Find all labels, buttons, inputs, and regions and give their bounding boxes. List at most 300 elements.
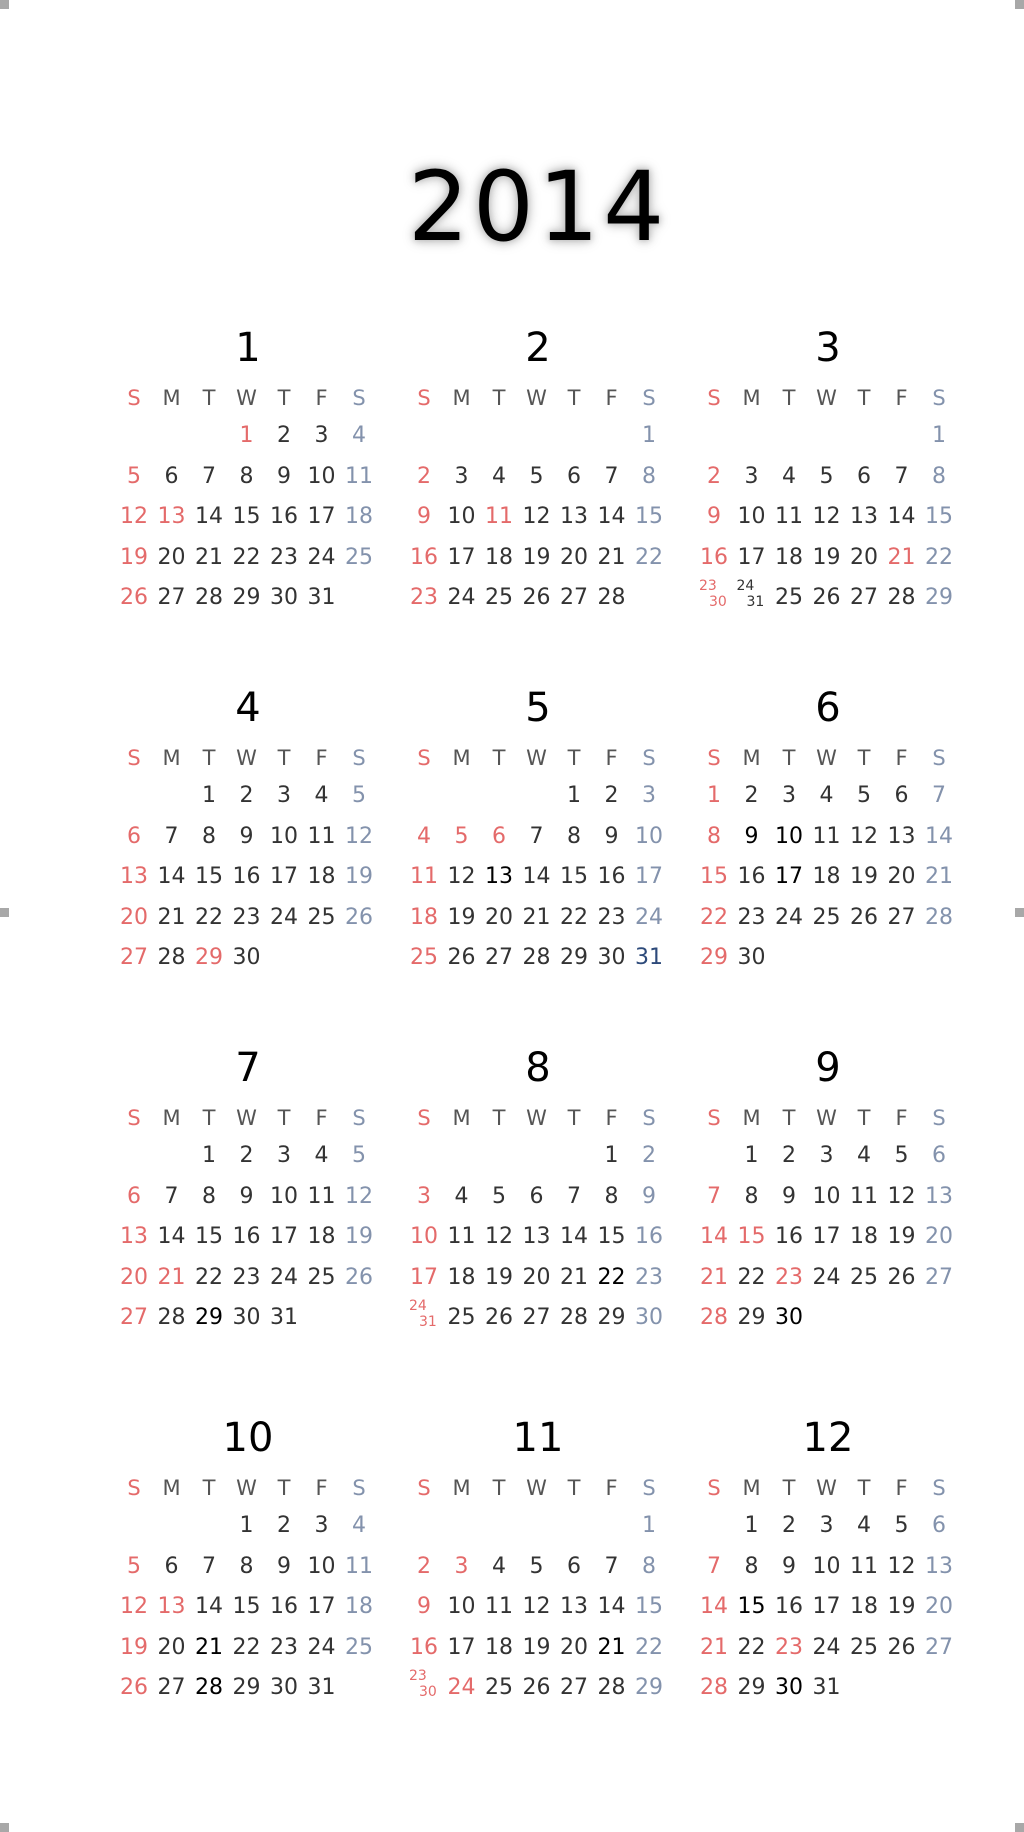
day-number: 5 — [529, 463, 544, 489]
crop-mark-left-middle — [0, 908, 9, 917]
weekday-header: T — [567, 1106, 581, 1130]
day-number: 29 — [597, 1305, 626, 1330]
day-number: 16 — [270, 504, 298, 529]
day-number: 16 — [232, 1224, 261, 1249]
day-number: 9 — [417, 1594, 431, 1619]
day-number: 29 — [737, 1675, 766, 1700]
day-number: 10 — [635, 823, 663, 849]
day-number: 13 — [157, 504, 186, 529]
day-number: 16 — [270, 1594, 298, 1619]
day-number: 18 — [850, 1594, 878, 1619]
day-number: 19 — [522, 1634, 551, 1660]
day-cell-combined — [733, 579, 771, 619]
day-number: 8 — [707, 823, 721, 849]
day-number: 5 — [819, 463, 834, 489]
day-number: 22 — [195, 1264, 223, 1290]
day-number: 21 — [887, 544, 916, 570]
month-5 — [405, 683, 671, 1023]
day-cell-combined — [695, 579, 733, 619]
weekday-header: T — [277, 1476, 291, 1500]
month-7 — [115, 1043, 381, 1383]
day-number: 23 — [409, 1668, 427, 1684]
day-number: 4 — [454, 1183, 469, 1209]
weekday-header: T — [782, 746, 796, 770]
day-number: 9 — [604, 823, 619, 849]
weekday-header: S — [932, 1476, 946, 1500]
day-number: 22 — [232, 544, 261, 570]
day-number: 25 — [485, 1675, 513, 1700]
weekday-header: F — [605, 746, 618, 770]
day-number: 31 — [746, 594, 765, 610]
weekday-header: W — [816, 386, 837, 410]
day-number: 16 — [635, 1224, 663, 1249]
day-number: 23 — [410, 585, 438, 610]
day-number: 26 — [522, 1675, 551, 1700]
day-number: 3 — [277, 783, 291, 808]
weekday-header: F — [895, 746, 908, 770]
day-number: 26 — [120, 585, 148, 610]
day-number: 20 — [157, 1634, 186, 1660]
day-number: 12 — [485, 1224, 513, 1249]
day-number: 6 — [492, 823, 506, 849]
weekday-header: W — [526, 746, 547, 770]
weekday-header: S — [642, 746, 656, 770]
day-number: 20 — [925, 1224, 953, 1249]
day-number: 16 — [410, 1634, 438, 1660]
day-cell-combined — [405, 1669, 443, 1709]
day-number: 8 — [239, 463, 254, 489]
weekday-header: T — [567, 1476, 581, 1500]
weekday-header: M — [452, 386, 471, 410]
day-number: 29 — [737, 1305, 766, 1330]
day-number: 8 — [202, 1183, 216, 1209]
day-number: 13 — [120, 864, 148, 889]
day-number: 30 — [270, 1675, 298, 1700]
weekday-header: S — [352, 1106, 366, 1130]
day-number: 27 — [120, 1305, 148, 1330]
day-number: 5 — [894, 1143, 909, 1168]
day-number: 5 — [352, 783, 366, 808]
month-9 — [695, 1043, 961, 1383]
day-number: 15 — [195, 1224, 223, 1249]
day-number: 10 — [775, 823, 803, 849]
day-number: 27 — [925, 1634, 953, 1660]
day-number: 21 — [157, 1264, 186, 1290]
weekday-header: M — [162, 1476, 181, 1500]
day-number: 8 — [642, 463, 656, 489]
day-number: 31 — [307, 1675, 336, 1700]
weekday-header: S — [417, 1476, 431, 1500]
day-number: 4 — [314, 783, 329, 808]
day-number: 19 — [850, 864, 878, 889]
day-number: 7 — [932, 783, 946, 808]
day-number: 27 — [157, 1675, 186, 1700]
day-number: 16 — [775, 1224, 803, 1249]
day-number: 4 — [492, 463, 506, 489]
day-number: 18 — [812, 864, 841, 889]
day-number: 4 — [417, 823, 431, 849]
day-number: 6 — [857, 463, 871, 489]
day-number: 3 — [417, 1183, 431, 1209]
weekday-header: W — [236, 1476, 257, 1500]
day-number: 10 — [812, 1553, 841, 1579]
day-number: 18 — [307, 1224, 336, 1249]
day-number: 23 — [775, 1264, 803, 1290]
day-number: 4 — [352, 1513, 366, 1538]
day-number: 30 — [419, 1684, 437, 1700]
day-number: 25 — [447, 1305, 476, 1330]
day-number: 1 — [744, 1143, 759, 1168]
month-title: 6 — [815, 685, 841, 731]
day-number: 14 — [195, 504, 223, 529]
day-number: 6 — [529, 1183, 544, 1209]
day-number: 2 — [642, 1143, 656, 1168]
day-number: 8 — [744, 1183, 759, 1209]
day-number: 11 — [307, 1183, 336, 1209]
day-number: 10 — [812, 1183, 841, 1209]
day-number: 4 — [819, 783, 834, 808]
day-number: 25 — [850, 1264, 878, 1290]
day-number: 17 — [410, 1264, 438, 1290]
day-number: 28 — [597, 1675, 626, 1700]
day-number: 31 — [635, 945, 663, 970]
day-number: 8 — [744, 1553, 759, 1579]
day-number: 1 — [932, 423, 946, 448]
day-number: 9 — [277, 1553, 291, 1579]
day-number: 21 — [522, 904, 551, 930]
weekday-header: F — [315, 1106, 328, 1130]
day-number: 5 — [492, 1183, 506, 1209]
day-number: 27 — [850, 585, 878, 610]
day-number: 2 — [239, 783, 254, 808]
day-number: 2 — [744, 783, 759, 808]
day-number: 30 — [597, 945, 626, 970]
day-number: 4 — [857, 1513, 871, 1538]
day-number: 1 — [642, 1513, 656, 1538]
day-number: 10 — [307, 1553, 336, 1579]
day-number: 27 — [560, 585, 588, 610]
weekday-header: S — [642, 386, 656, 410]
day-number: 30 — [232, 1305, 261, 1330]
day-number: 28 — [195, 585, 223, 610]
day-number: 3 — [277, 1143, 291, 1168]
weekday-header: F — [315, 386, 328, 410]
day-number: 7 — [164, 1183, 179, 1209]
day-number: 26 — [850, 904, 878, 930]
day-number: 11 — [410, 864, 438, 889]
day-number: 9 — [417, 504, 431, 529]
day-number: 17 — [307, 1594, 336, 1619]
day-number: 15 — [737, 1594, 766, 1619]
day-number: 31 — [270, 1305, 298, 1330]
day-number: 6 — [932, 1143, 946, 1168]
day-number: 24 — [736, 578, 755, 594]
weekday-header: S — [127, 1106, 141, 1130]
day-number: 23 — [597, 904, 626, 930]
day-number: 24 — [307, 1634, 336, 1660]
weekday-header: S — [417, 1106, 431, 1130]
day-number: 10 — [270, 823, 298, 849]
weekday-header: F — [605, 1106, 618, 1130]
day-number: 26 — [447, 945, 476, 970]
day-number: 2 — [604, 783, 619, 808]
day-number: 29 — [700, 945, 728, 970]
month-title: 7 — [235, 1045, 261, 1091]
day-number: 11 — [345, 1553, 373, 1579]
day-number: 26 — [120, 1675, 148, 1700]
day-number: 4 — [492, 1553, 506, 1579]
month-title: 5 — [525, 685, 551, 731]
weekday-header: T — [567, 746, 581, 770]
month-title: 1 — [235, 325, 261, 371]
day-number: 14 — [597, 504, 626, 529]
day-number: 5 — [352, 1143, 366, 1168]
day-number: 19 — [522, 544, 551, 570]
weekday-header: T — [857, 746, 871, 770]
day-number: 31 — [419, 1314, 437, 1330]
day-number: 16 — [232, 864, 261, 889]
day-number: 15 — [597, 1224, 626, 1249]
day-number: 29 — [635, 1675, 663, 1700]
weekday-header: W — [816, 746, 837, 770]
day-number: 15 — [232, 1594, 261, 1619]
day-number: 27 — [925, 1264, 953, 1290]
month-3 — [695, 323, 961, 663]
day-number: 11 — [345, 463, 373, 489]
weekday-header: T — [857, 386, 871, 410]
day-number: 12 — [447, 864, 476, 889]
day-number: 27 — [560, 1675, 588, 1700]
day-number: 5 — [529, 1553, 544, 1579]
day-number: 13 — [887, 823, 916, 849]
day-number: 25 — [812, 904, 841, 930]
day-number: 19 — [447, 904, 476, 930]
day-number: 29 — [232, 585, 261, 610]
day-number: 10 — [307, 463, 336, 489]
day-number: 11 — [850, 1553, 878, 1579]
weekday-header: F — [605, 1476, 618, 1500]
day-number: 28 — [157, 1305, 186, 1330]
day-number: 21 — [597, 1634, 626, 1660]
weekday-header: M — [162, 386, 181, 410]
day-number: 9 — [782, 1553, 796, 1579]
day-number: 23 — [232, 904, 261, 930]
day-number: 2 — [707, 463, 721, 489]
day-number: 15 — [925, 504, 953, 529]
day-number: 12 — [345, 823, 373, 849]
month-title: 12 — [802, 1415, 854, 1461]
day-number: 19 — [812, 544, 841, 570]
day-number: 13 — [485, 864, 513, 889]
day-number: 23 — [635, 1264, 663, 1290]
day-number: 28 — [700, 1305, 728, 1330]
day-number: 18 — [485, 544, 513, 570]
weekday-header: S — [932, 386, 946, 410]
day-number: 24 — [775, 904, 803, 930]
weekday-header: M — [452, 1476, 471, 1500]
weekday-header: S — [642, 1106, 656, 1130]
day-number: 17 — [270, 864, 298, 889]
day-number: 3 — [454, 463, 469, 489]
day-number: 25 — [307, 904, 336, 930]
day-number: 30 — [737, 945, 766, 970]
day-number: 6 — [127, 1183, 141, 1209]
day-number: 22 — [635, 544, 663, 570]
weekday-header: T — [492, 746, 506, 770]
weekday-header: T — [857, 1476, 871, 1500]
weekday-header: T — [857, 1106, 871, 1130]
day-number: 21 — [700, 1264, 728, 1290]
day-number: 15 — [232, 504, 261, 529]
weekday-header: M — [162, 1106, 181, 1130]
day-number: 21 — [925, 864, 953, 889]
day-number: 18 — [485, 1634, 513, 1660]
month-title: 3 — [815, 325, 841, 371]
day-number: 22 — [232, 1634, 261, 1660]
weekday-header: S — [707, 1476, 721, 1500]
day-number: 7 — [567, 1183, 581, 1209]
day-number: 3 — [454, 1553, 469, 1579]
day-number: 8 — [567, 823, 581, 849]
day-number: 23 — [270, 1634, 298, 1660]
day-number: 2 — [417, 463, 431, 489]
day-number: 11 — [850, 1183, 878, 1209]
day-number: 21 — [195, 1634, 223, 1660]
day-number: 24 — [812, 1634, 841, 1660]
day-number: 14 — [700, 1224, 728, 1249]
day-number: 18 — [345, 504, 373, 529]
day-number: 20 — [485, 904, 513, 930]
day-number: 3 — [314, 1513, 329, 1538]
weekday-header: S — [707, 386, 721, 410]
day-number: 17 — [447, 544, 476, 570]
day-number: 26 — [522, 585, 551, 610]
day-number: 13 — [925, 1183, 953, 1209]
day-number: 29 — [560, 945, 588, 970]
day-number: 23 — [699, 578, 717, 594]
month-1 — [115, 323, 381, 663]
day-number: 10 — [447, 1594, 476, 1619]
weekday-header: T — [277, 386, 291, 410]
day-number: 26 — [345, 904, 373, 930]
weekday-header: T — [202, 1106, 216, 1130]
day-number: 5 — [857, 783, 871, 808]
day-number: 22 — [737, 1264, 766, 1290]
weekday-header: S — [707, 746, 721, 770]
day-number: 17 — [270, 1224, 298, 1249]
month-title: 10 — [222, 1415, 274, 1461]
day-number: 29 — [232, 1675, 261, 1700]
day-number: 25 — [485, 585, 513, 610]
day-number: 23 — [270, 544, 298, 570]
day-number: 14 — [157, 864, 186, 889]
day-number: 28 — [700, 1675, 728, 1700]
weekday-header: T — [202, 386, 216, 410]
day-number: 18 — [775, 544, 803, 570]
weekday-header: T — [782, 1106, 796, 1130]
day-number: 15 — [635, 1594, 663, 1619]
day-number: 20 — [850, 544, 878, 570]
day-number: 5 — [894, 1513, 909, 1538]
day-number: 13 — [925, 1553, 953, 1579]
day-number: 14 — [560, 1224, 588, 1249]
month-4 — [115, 683, 381, 1023]
day-number: 20 — [120, 1264, 148, 1290]
day-number: 25 — [345, 544, 373, 570]
day-number: 9 — [239, 1183, 254, 1209]
day-number: 1 — [604, 1143, 619, 1168]
day-number: 25 — [345, 1634, 373, 1660]
day-number: 2 — [782, 1513, 796, 1538]
day-number: 30 — [232, 945, 261, 970]
day-number: 26 — [887, 1634, 916, 1660]
weekday-header: T — [492, 1476, 506, 1500]
day-number: 11 — [447, 1224, 476, 1249]
crop-mark-bottom-left — [0, 1823, 9, 1832]
weekday-header: M — [452, 746, 471, 770]
day-number: 16 — [775, 1594, 803, 1619]
day-number: 2 — [417, 1553, 431, 1579]
day-number: 13 — [522, 1224, 551, 1249]
weekday-header: W — [236, 386, 257, 410]
day-number: 18 — [447, 1264, 476, 1290]
day-number: 21 — [700, 1634, 728, 1660]
day-number: 7 — [604, 1553, 619, 1579]
day-number: 7 — [707, 1183, 721, 1209]
weekday-header: T — [567, 386, 581, 410]
weekday-header: M — [742, 746, 761, 770]
day-number: 10 — [447, 504, 476, 529]
month-12 — [695, 1413, 961, 1753]
day-number: 20 — [522, 1264, 551, 1290]
day-number: 3 — [819, 1143, 834, 1168]
day-number: 11 — [485, 504, 513, 529]
day-cell-combined — [405, 1299, 443, 1339]
day-number: 27 — [887, 904, 916, 930]
day-number: 14 — [195, 1594, 223, 1619]
day-number: 6 — [127, 823, 141, 849]
day-number: 24 — [270, 904, 298, 930]
day-number: 17 — [635, 864, 663, 889]
day-number: 20 — [887, 864, 916, 889]
weekday-header: S — [932, 746, 946, 770]
day-number: 22 — [635, 1634, 663, 1660]
day-number: 16 — [737, 864, 766, 889]
day-number: 30 — [270, 585, 298, 610]
day-number: 3 — [744, 463, 759, 489]
weekday-header: W — [526, 386, 547, 410]
weekday-header: T — [277, 746, 291, 770]
day-number: 10 — [737, 504, 766, 529]
day-number: 19 — [485, 1264, 513, 1290]
weekday-header: M — [742, 386, 761, 410]
day-number: 11 — [812, 823, 841, 849]
day-number: 14 — [157, 1224, 186, 1249]
day-number: 22 — [737, 1634, 766, 1660]
day-number: 29 — [195, 1305, 223, 1330]
day-number: 20 — [560, 1634, 588, 1660]
day-number: 24 — [270, 1264, 298, 1290]
day-number: 1 — [567, 783, 581, 808]
day-number: 9 — [239, 823, 254, 849]
weekday-header: W — [816, 1476, 837, 1500]
day-number: 10 — [410, 1224, 438, 1249]
day-number: 25 — [775, 585, 803, 610]
day-number: 2 — [239, 1143, 254, 1168]
day-number: 3 — [782, 783, 796, 808]
day-number: 26 — [887, 1264, 916, 1290]
day-number: 27 — [157, 585, 186, 610]
